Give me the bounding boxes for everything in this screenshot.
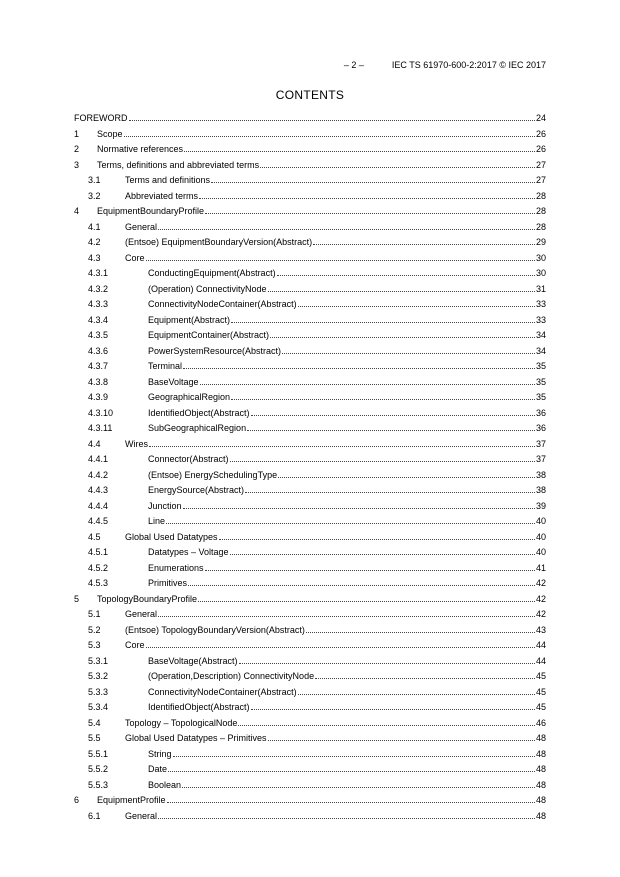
toc-dot-leader [158,809,535,819]
toc-entry-number: 4.1 [88,221,101,232]
toc-entry-page: 27 [535,175,546,185]
toc-entry-label: (Operation,Description) ConnectivityNode [148,671,315,681]
toc-entry[interactable] [74,437,546,453]
toc-entry-label: GeographicalRegion [148,392,231,402]
toc-entry[interactable] [74,778,546,794]
toc-entry-page: 42 [535,609,546,619]
toc-dot-leader [182,778,535,788]
toc-entry[interactable] [74,189,546,205]
toc-entry-label: Global Used Datatypes [125,531,218,542]
toc-entry-page: 35 [535,361,546,371]
toc-dot-leader [298,297,535,307]
toc-entry-number: 5.5.2 [88,764,109,774]
toc-entry-number: 5 [74,593,80,604]
toc-entry[interactable] [74,530,546,546]
toc-dot-leader [146,251,535,261]
toc-entry-number: 4.4.1 [88,454,109,464]
toc-dot-leader [188,576,535,586]
toc-entry-page: 48 [535,748,546,759]
toc-entry[interactable] [74,282,546,298]
toc-entry-label: Boolean [148,779,182,790]
toc-dot-leader [205,561,535,571]
toc-entry-label: General [125,810,158,821]
toc-entry-number: 4.3.7 [88,361,109,371]
toc-dot-leader [146,638,535,648]
toc-entry-page: 46 [535,717,546,728]
toc-entry[interactable] [74,747,546,763]
toc-entry-label: PowerSystemResource(Abstract) [148,345,282,356]
toc-entry-number: 3 [74,159,80,170]
toc-entry-number: 4.3.11 [88,423,113,433]
toc-entry-page: 30 [535,268,546,278]
toc-entry-page: 34 [535,330,546,340]
toc-entry-label: BaseVoltage(Abstract) [148,655,238,666]
toc-entry[interactable] [74,375,546,391]
toc-entry-page: 34 [535,345,546,356]
toc-entry[interactable] [74,251,546,267]
toc-dot-leader [230,452,535,462]
toc-entry-label: ConductingEquipment(Abstract) [148,268,276,278]
toc-entry-number: 4.3 [88,252,101,263]
toc-entry-label: General [125,221,158,232]
toc-entry-label: String [148,748,172,759]
toc-entry-page: 40 [535,516,546,526]
toc-entry-label: SubGeographicalRegion [148,423,247,433]
toc-entry-page: 42 [535,578,546,588]
toc-entry-label: ConnectivityNodeContainer(Abstract) [148,686,297,697]
toc-dot-leader [251,406,535,416]
toc-entry[interactable] [74,127,546,143]
toc-entry[interactable] [74,406,546,422]
toc-entry-page: 38 [535,469,546,480]
toc-entry[interactable] [74,623,546,639]
toc-entry-number: 4.3.10 [88,407,114,418]
toc-entry-page: 44 [535,640,546,650]
toc-entry-page: 48 [535,779,546,790]
toc-entry-label: (Entsoe) EquipmentBoundaryVersion(Abstract) [125,237,313,247]
toc-entry-number: 4.4.2 [88,469,109,480]
toc-entry-label: General [125,609,158,619]
toc-dot-leader [268,282,535,292]
toc-dot-leader [278,468,535,478]
toc-entry-page: 35 [535,392,546,402]
toc-dot-leader [158,220,535,230]
toc-dot-leader [219,530,535,540]
toc-entry-number: 4.3.8 [88,376,109,387]
toc-entry[interactable] [74,297,546,313]
toc-entry[interactable] [74,499,546,515]
toc-dot-leader [200,375,535,385]
toc-entry-label: Terms, definitions and abbreviated terms [97,159,260,170]
toc-entry-number: 4.5.1 [88,547,109,557]
toc-entry-label: Junction [148,500,182,511]
toc-entry-page: 48 [535,733,546,743]
toc-entry-page: 45 [535,686,546,697]
toc-entry-page: 29 [535,237,546,247]
toc-dot-leader [173,747,535,757]
page-number: – 2 – [343,60,364,70]
toc-entry-number: 5.3.2 [88,671,109,681]
toc-entry-label: FOREWORD [74,113,128,123]
toc-entry-label: Abbreviated terms [125,190,199,201]
toc-entry-page: 42 [535,593,546,604]
toc-entry-page: 43 [535,624,546,635]
toc-entry-page: 28 [535,190,546,201]
toc-entry-page: 26 [535,144,546,154]
toc-entry-number: 4.5.2 [88,562,109,573]
toc-dot-leader [245,483,535,493]
toc-entry[interactable] [74,359,546,375]
toc-entry[interactable] [74,762,546,778]
table-of-contents [74,111,546,824]
toc-entry[interactable] [74,545,546,561]
toc-entry-number: 5.5 [88,733,101,743]
toc-entry[interactable] [74,468,546,484]
toc-entry-label: Primitives [148,578,188,588]
toc-entry[interactable] [74,235,546,251]
toc-entry-number: 4.5.3 [88,578,109,588]
toc-dot-leader [183,499,535,509]
toc-entry-number: 5.3.1 [88,655,109,666]
toc-entry[interactable] [74,638,546,654]
toc-entry[interactable] [74,344,546,360]
toc-entry[interactable] [74,204,546,220]
toc-dot-leader [149,437,535,447]
toc-dot-leader [230,545,535,555]
toc-entry-number: 4.4.4 [88,500,109,511]
toc-dot-leader [166,514,535,524]
toc-entry-number: 5.1 [88,609,101,619]
toc-entry-number: 4.4 [88,438,101,449]
toc-entry-page: 30 [535,252,546,263]
toc-entry-number: 4.5 [88,531,101,542]
toc-entry-page: 36 [535,407,546,418]
toc-entry-page: 48 [535,795,546,805]
toc-entry-page: 40 [535,547,546,557]
toc-entry[interactable] [74,561,546,577]
toc-entry[interactable] [74,421,546,437]
toc-entry-page: 33 [535,314,546,325]
toc-entry-label: Core [125,252,145,263]
toc-entry-page: 37 [535,454,546,464]
toc-entry-label: EnergySource(Abstract) [148,485,245,495]
toc-entry-label: Date [148,764,168,774]
toc-entry-label: Equipment(Abstract) [148,314,231,325]
toc-entry-page: 27 [535,159,546,170]
toc-entry-number: 2 [74,144,80,154]
toc-entry[interactable] [74,576,546,592]
toc-dot-leader [247,421,535,431]
toc-entry-number: 5.2 [88,624,101,635]
toc-entry-label: IdentifiedObject(Abstract) [148,702,250,712]
toc-entry-page: 36 [535,423,546,433]
toc-entry-label: EquipmentContainer(Abstract) [148,330,270,340]
toc-entry-label: Datatypes – Voltage [148,547,229,557]
toc-entry-number: 5.3.3 [88,686,109,697]
toc-entry-number: 4.2 [88,237,101,247]
toc-entry-number: 4.3.4 [88,314,109,325]
toc-entry-label: Connector(Abstract) [148,454,229,464]
toc-entry-number: 5.3.4 [88,702,109,712]
toc-dot-leader [205,204,535,214]
toc-entry[interactable] [74,793,546,809]
toc-entry[interactable] [74,313,546,329]
toc-dot-leader [183,359,535,369]
toc-entry-label: Wires [125,438,148,449]
toc-entry-number: 6 [74,795,80,805]
toc-dot-leader [277,266,535,276]
toc-dot-leader [129,111,535,121]
toc-entry-page: 44 [535,655,546,666]
toc-entry-number: 4.3.2 [88,283,109,294]
toc-entry-page: 45 [535,671,546,681]
toc-entry-page: 45 [535,702,546,712]
toc-entry[interactable] [74,173,546,189]
toc-dot-leader [260,158,535,168]
toc-entry-number: 4.4.5 [88,516,109,526]
toc-entry-page: 24 [535,113,546,123]
toc-entry[interactable] [74,607,546,623]
toc-dot-leader [199,189,535,199]
toc-entry-label: EquipmentBoundaryProfile [97,206,205,216]
toc-entry-label: Topology – TopologicalNode [125,717,238,728]
toc-entry[interactable] [74,390,546,406]
toc-entry-number: 4.3.3 [88,299,109,309]
toc-entry-label: Enumerations [148,562,204,573]
toc-entry-number: 5.3 [88,640,101,650]
toc-dot-leader [282,344,535,354]
toc-dot-leader [231,390,535,400]
toc-entry[interactable] [74,700,546,716]
toc-entry-label: Core [125,640,145,650]
toc-dot-leader [211,173,535,183]
toc-dot-leader [168,762,535,772]
toc-entry-label: Terms and definitions [125,175,211,185]
toc-entry-number: 4.3.1 [88,268,109,278]
toc-entry[interactable] [74,514,546,530]
toc-entry-label: IdentifiedObject(Abstract) [148,407,250,418]
toc-entry-label: Line [148,516,166,526]
toc-entry-number: 5.5.1 [88,748,109,759]
toc-entry-page: 33 [535,299,546,309]
toc-dot-leader [251,700,535,710]
toc-entry-label: Scope [97,128,123,139]
toc-entry-number: 4.4.3 [88,485,109,495]
toc-dot-leader [268,731,535,741]
toc-dot-leader [158,607,535,617]
toc-entry-number: 5.5.3 [88,779,109,790]
toc-dot-leader [239,654,535,664]
toc-entry[interactable] [74,483,546,499]
toc-entry-number: 4.3.9 [88,392,109,402]
toc-entry-label: Global Used Datatypes – Primitives [125,733,267,743]
toc-entry-label: Terminal [148,361,183,371]
toc-dot-leader [306,623,535,633]
toc-entry-number: 4 [74,206,80,216]
toc-dot-leader [184,142,535,152]
toc-entry-number: 3.2 [88,190,101,201]
toc-entry[interactable] [74,452,546,468]
toc-dot-leader [167,793,535,803]
toc-dot-leader [124,127,535,137]
toc-entry[interactable] [74,654,546,670]
toc-entry[interactable] [74,220,546,236]
toc-dot-leader [313,235,535,245]
toc-entry[interactable] [74,328,546,344]
toc-entry-page: 48 [535,810,546,821]
toc-entry-page: 28 [535,206,546,216]
toc-entry-page: 35 [535,376,546,387]
toc-entry-page: 37 [535,438,546,449]
toc-entry[interactable] [74,266,546,282]
toc-entry-page: 26 [535,128,546,139]
toc-dot-leader [238,716,535,726]
toc-entry-label: (Entsoe) TopologyBoundaryVersion(Abstract) [125,624,305,635]
toc-dot-leader [298,685,535,695]
toc-entry-number: 5.4 [88,717,101,728]
toc-entry[interactable] [74,592,546,608]
toc-entry-page: 39 [535,500,546,511]
standard-reference: IEC TS 61970-600-2:2017 © IEC 2017 [391,60,546,70]
toc-dot-leader [198,592,535,602]
toc-entry-label: EquipmentProfile [97,795,166,805]
toc-entry-label: ConnectivityNodeContainer(Abstract) [148,299,297,309]
toc-entry-page: 41 [535,562,546,573]
toc-entry[interactable] [74,158,546,174]
toc-dot-leader [270,328,535,338]
toc-entry[interactable] [74,669,546,685]
toc-dot-leader [315,669,535,679]
page-header [0,60,546,70]
toc-entry-label: (Entsoe) EnergySchedulingType [148,469,278,480]
toc-entry[interactable] [74,142,546,158]
toc-entry-page: 40 [535,531,546,542]
toc-entry-label: (Operation) ConnectivityNode [148,283,267,294]
toc-entry[interactable] [74,685,546,701]
toc-entry-number: 4.3.5 [88,330,109,340]
toc-entry-number: 1 [74,128,80,139]
toc-entry-page: 28 [535,221,546,232]
toc-dot-leader [231,313,535,323]
page-title: CONTENTS [275,88,345,102]
toc-entry-page: 48 [535,764,546,774]
toc-entry[interactable] [74,716,546,732]
toc-entry-label: Normative references [97,144,184,154]
toc-entry-page: 31 [535,283,546,294]
toc-entry-number: 4.3.6 [88,345,109,356]
toc-entry-label: TopologyBoundaryProfile [97,593,198,604]
toc-entry-page: 38 [535,485,546,495]
toc-entry[interactable] [74,731,546,747]
toc-entry[interactable] [74,809,546,825]
toc-entry-label: BaseVoltage [148,376,199,387]
toc-entry-number: 6.1 [88,810,101,821]
toc-entry-number: 3.1 [88,175,101,185]
toc-entry[interactable] [74,111,546,127]
